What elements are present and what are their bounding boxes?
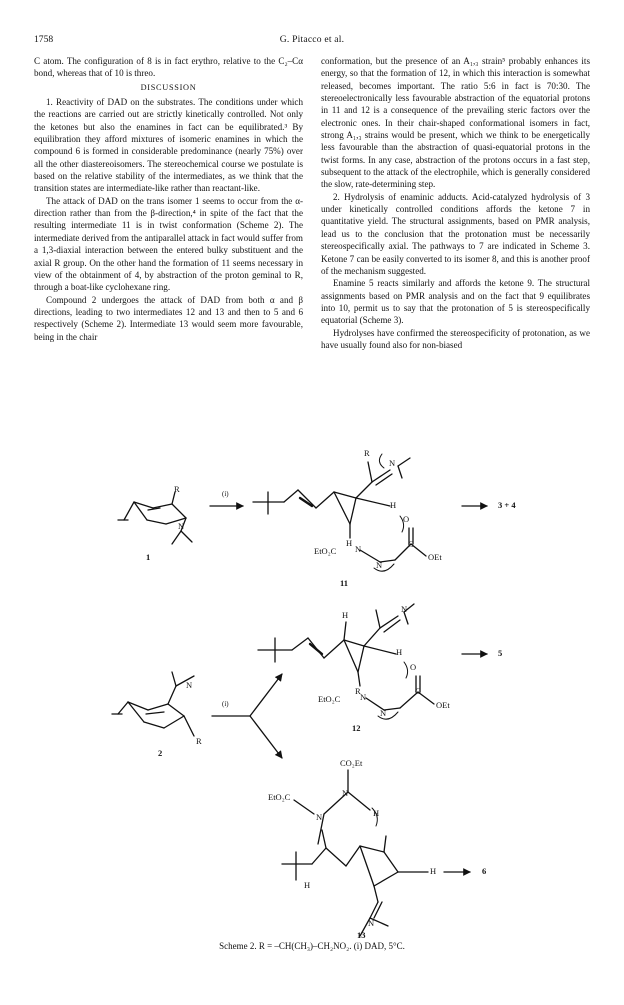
reagent-label: (i) [222,490,229,498]
label-H: H [304,880,311,890]
label-O: O [403,514,410,524]
label-N: N [355,544,362,554]
compound-number-13: 13 [357,930,366,940]
paragraph: 1. Reactivity of DAD on the substrates. The conditions under which the reactions are carried out are strictly kinetically controlled. Not only the ketones but also the enamines in fact can be equilibrated.³ By equilibration they afford mixtures of isomeric enamines in which the compound 6 is formed in considerable predominance (nearly 75%) over all the other diastereoisomers. The stereochemical course we postulate is based on the relative stability of the intermediates, as we think that the transition states are intermediate-like rather than reactant-like. [34,97,303,194]
left-column [34,55,303,343]
product-3-4: 3 + 4 [498,500,516,510]
product-5: 5 [498,648,503,658]
intermediate-12-structure [258,604,434,719]
label-N: N [401,604,408,614]
right-column [321,55,590,351]
page-number: 1758 [34,34,54,45]
label-N: N [376,560,383,570]
label-O: O [410,662,417,672]
label-OEt: OEt [436,700,450,710]
label-H: H [346,538,353,548]
compound-2-structure [112,672,194,736]
label-N: N [360,692,367,702]
label-N: N [368,918,375,928]
label-R: R [196,736,202,746]
scheme-drawing [0,440,624,945]
label-EtO2C: EtO₂C [318,694,341,704]
label-H: H [342,610,349,620]
page-header [34,34,590,48]
label-N: N [186,680,193,690]
label-H: H [390,500,397,510]
paragraph: C atom. The configuration of 8 is in fact erythro, relative to the C₂–Cα bond, whereas that of 10 is threo. [34,56,303,79]
scheme-caption: Scheme 2. R = –CH(CH₃)–CH₂NO₂. (i) DAD, 5°C. [219,941,405,951]
label-OEt: OEt [428,552,442,562]
compound-number-1: 1 [146,552,151,562]
label-R: R [364,448,370,458]
paragraph: Compound 2 undergoes the attack of DAD from both α and β directions, leading to two intermediates 12 and 13 and then to 5 and 6 respectively (Scheme 2). Intermediate 13 would seem more favourable, being in the chair [34,294,303,342]
compound-number-11: 11 [340,578,349,588]
label-CO2Et: CO₂Et [340,758,363,768]
compound-number-2: 2 [158,748,163,758]
paragraph: Enamine 5 reacts similarly and affords the ketone 9. The structural assignments based on PMR analysis and on the fact that 9 equilibrates into 10, permit us to say that the protonation of 5 is stereospecifically equatorial (Scheme 3). [321,278,590,326]
intermediate-11-structure [253,454,426,571]
label-N: N [380,708,387,718]
section-heading: DISCUSSION [140,82,197,92]
label-H: H [430,866,437,876]
label-EtO2C: EtO₂C [314,546,337,556]
label-N: N [178,521,185,531]
running-head: G. Pitacco et al. [279,34,345,45]
compound-number-12: 12 [352,723,361,733]
label-C: C [408,539,414,549]
paragraph: conformation, but the presence of an A₁,₃ strain⁵ probably enhances its energy, so that the formation of 12, in which this interaction is somewhat released, becomes important. The ratio 5:6 in fact is 70:30. The stereoelectronically less favourable abstraction of the equatorial protons in 11 and 12 is a consequence of the prevailing steric factors over the electronic ones. In their chair-shaped conformational isomers in fact, strong A₁,₃ strains would be present, which we think to be energetically less favourable than the abstraction of quasi-equatorial protons in the twist forms. In any case, abstraction of the protons occurs in a fast step, subsequent to the attack of the electrophile, which is generally considered the slow, rate-determining step. [321,56,590,190]
label-N: N [342,788,349,798]
label-R: R [355,686,361,696]
product-6: 6 [482,866,487,876]
paragraph: The attack of DAD on the trans isomer 1 seems to occur from the α-direction rather than from the β-direction,⁴ in spite of the fact that the resulting intermediate 11 is in twist conformation (Scheme 2). The intermediate derived from the antiparallel attack in fact would suffer from a 1,3-diaxial interaction between the entered bulky substituent and the axial R group. On the other hand the formation of 11 seems necessary in view of the obtainment of 4, by abstraction of the proton geminal to R, through a boat-like cyclohexane ring. [34,195,303,293]
paragraph: 2. Hydrolysis of enaminic adducts. Acid-catalyzed hydrolysis of 3 under kinetically controlled conditions affords the ketone 7 in quantitative yield. The structural assignments, based on PMR analysis, lead us to the conclusion that the protonation must be necessarily stereospecifically axial. The pathways to 7 are indicated in Scheme 3. Ketone 7 can be easily converted to its isomer 8, and this is another proof of the mechanism suggested. [321,191,590,276]
label-H: H [396,647,403,657]
label-N: N [389,458,396,468]
label-EtO2C: EtO₂C [268,792,291,802]
label-H: H [373,808,380,818]
reaction-scheme [0,440,624,990]
compound-1-structure [118,492,192,544]
reagent-label: (i) [222,700,229,708]
label-N: N [316,812,323,822]
paragraph: Hydrolyses have confirmed the stereospecificity of protonation, as we have usually found also for non-biased [321,327,590,350]
label-R: R [174,484,180,494]
intermediate-13-structure [282,770,428,936]
label-C: C [415,686,421,696]
